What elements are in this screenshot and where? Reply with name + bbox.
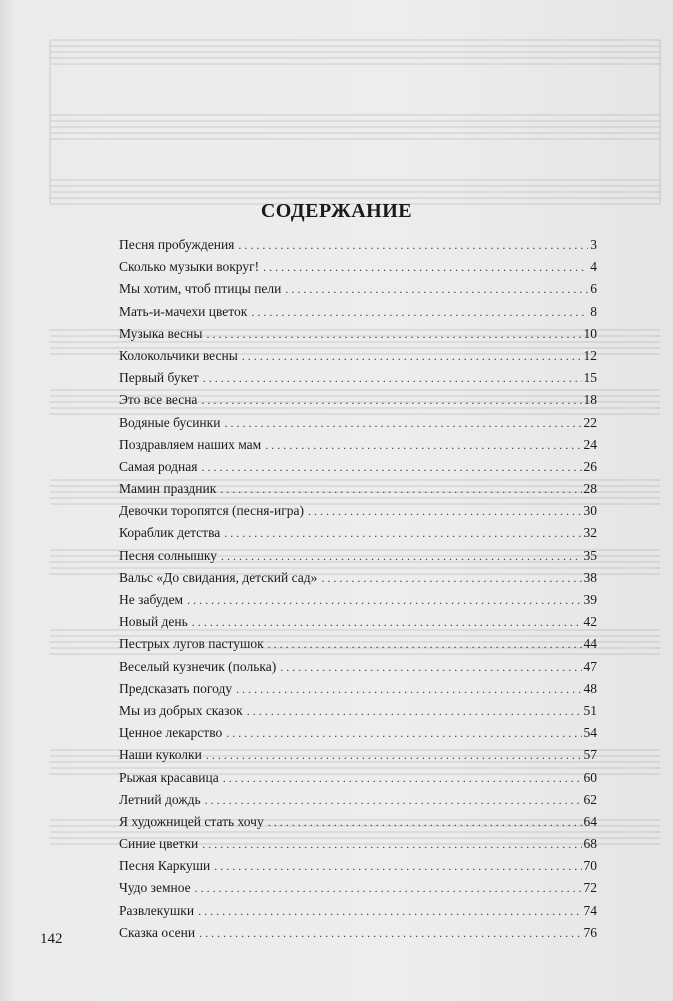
dot-leader — [206, 744, 582, 766]
toc-entry-title: Новый день — [119, 614, 188, 630]
dot-leader — [223, 767, 582, 789]
toc-entry-title: Песня пробуждения — [119, 237, 235, 252]
toc-entry-title: Колокольчики весны — [119, 347, 238, 363]
toc-entry-title: Предсказать погоду — [119, 680, 233, 696]
toc-entry — [119, 767, 597, 789]
toc-entry-title: Кораблик детства — [119, 525, 221, 541]
toc-entry-page: 76 — [583, 924, 597, 940]
toc-entry-title: Мы хотим, чтоб птицы пели — [119, 281, 282, 297]
dot-leader — [192, 611, 582, 633]
toc-entry — [119, 900, 597, 922]
dot-leader — [205, 789, 582, 811]
toc-entry — [119, 522, 597, 544]
toc-entry — [119, 833, 597, 855]
dot-leader — [247, 700, 582, 722]
toc-entry-title: Поздравляем наших мам — [119, 436, 262, 452]
dot-leader — [198, 900, 581, 922]
toc-entry-page: 4 — [590, 259, 597, 275]
dot-leader — [203, 367, 582, 389]
toc-entry-title: Девочки торопятся (песня-игра) — [119, 503, 305, 519]
toc-entry — [119, 301, 597, 323]
toc-entry-page: 68 — [583, 836, 597, 852]
toc-entry-page: 26 — [583, 458, 597, 474]
toc-entry-title: Мы из добрых сказок — [119, 702, 243, 718]
toc-entry-page: 24 — [583, 436, 597, 452]
toc-entry-page: 42 — [583, 614, 597, 630]
dot-leader — [220, 478, 581, 500]
toc-entry — [119, 545, 597, 567]
dot-leader — [265, 434, 581, 456]
dot-leader — [195, 877, 582, 899]
toc-entry-page: 39 — [583, 592, 597, 607]
dot-leader — [280, 656, 581, 678]
dot-leader — [226, 722, 581, 744]
toc-entry — [119, 345, 597, 367]
toc-entry-title: Синие цветки — [119, 836, 199, 852]
toc-entry-title: Летний дождь — [119, 791, 201, 807]
toc-entry — [119, 323, 597, 345]
toc-entry — [119, 877, 597, 899]
toc-entry-page: 48 — [583, 680, 597, 696]
dot-leader — [242, 345, 582, 367]
dot-leader — [221, 545, 582, 567]
toc-entry-title: Сказка осени — [119, 924, 196, 940]
dot-leader — [199, 922, 581, 944]
dot-leader — [268, 633, 582, 655]
toc-entry-page: 15 — [583, 370, 597, 386]
dot-leader — [285, 278, 588, 300]
toc-entry-page: 51 — [583, 702, 597, 718]
dot-leader — [308, 500, 581, 522]
dot-leader — [224, 522, 581, 544]
toc-entry — [119, 633, 597, 655]
toc-entry-page: 32 — [583, 525, 597, 541]
toc-entry-title: Наши куколки — [119, 747, 202, 763]
dot-leader — [236, 678, 581, 700]
toc-entry-page: 70 — [583, 858, 597, 874]
toc-entry-page: 64 — [583, 813, 597, 829]
toc-entry-page: 8 — [590, 303, 597, 319]
toc-entry-title: Песня Каркуши — [119, 858, 211, 874]
toc-entry — [119, 611, 597, 633]
toc-entry-title: Первый букет — [119, 370, 199, 386]
toc-entry-title: Музыка весны — [119, 325, 203, 341]
toc-entry — [119, 478, 597, 500]
dot-leader — [238, 234, 588, 256]
toc-entry-page: 38 — [583, 569, 597, 585]
dot-leader — [201, 456, 581, 478]
toc-entry-page: 10 — [583, 325, 597, 341]
toc-entry-page: 12 — [583, 347, 597, 363]
toc-entry-page: 72 — [583, 880, 597, 896]
toc-entry-title: Сколько музыки вокруг! — [119, 259, 260, 275]
toc-entry-page: 35 — [583, 547, 597, 563]
toc-entry — [119, 367, 597, 389]
toc-entry-page: 60 — [583, 769, 597, 785]
toc-entry — [119, 722, 597, 744]
toc-entry-page: 44 — [583, 636, 597, 652]
dot-leader — [214, 855, 581, 877]
toc-entry-title: Не забудем — [119, 592, 184, 607]
toc-entry — [119, 567, 597, 589]
dot-leader — [321, 567, 581, 589]
toc-entry-page: 28 — [583, 481, 597, 497]
toc-entry-title: Самая родная — [119, 458, 198, 474]
toc-entry-page: 22 — [583, 414, 597, 430]
toc-entry — [119, 500, 597, 522]
toc-entry-title: Песня солнышку — [119, 547, 217, 563]
toc-entry — [119, 744, 597, 766]
toc-entry-title: Веселый кузнечик (полька) — [119, 658, 277, 674]
toc-entry-title: Рыжая красавица — [119, 769, 219, 785]
toc-entry-page: 6 — [590, 281, 597, 297]
toc-entry-title: Мамин праздник — [119, 481, 217, 497]
dot-leader — [206, 323, 581, 345]
toc-entry — [119, 589, 597, 611]
toc-entry-page: 47 — [583, 658, 597, 674]
page-number: 142 — [40, 931, 63, 947]
toc-entry-title: Чудо земное — [119, 880, 191, 896]
toc-entry — [119, 656, 597, 678]
dot-leader — [187, 589, 581, 611]
toc-entry — [119, 256, 597, 278]
toc-entry-page: 54 — [583, 725, 597, 741]
toc-entry-title: Это все весна — [119, 392, 198, 408]
toc-entry-title: Вальс «До свидания, детский сад» — [119, 569, 318, 585]
toc-entry-title: Развлекушки — [119, 902, 195, 918]
toc-entry-page: 3 — [590, 237, 597, 252]
toc-entry-page: 30 — [583, 503, 597, 519]
toc-entry — [119, 434, 597, 456]
toc-list — [119, 234, 597, 944]
toc-entry — [119, 789, 597, 811]
dot-leader — [201, 389, 581, 411]
toc-entry-page: 57 — [583, 747, 597, 763]
toc-entry — [119, 389, 597, 411]
toc-entry-title: Я художницей стать хочу — [119, 813, 264, 829]
dot-leader — [263, 256, 588, 278]
toc-heading: СОДЕРЖАНИЕ — [260, 200, 413, 222]
toc-entry-title: Пестрых лугов пастушок — [119, 636, 264, 652]
toc-entry — [119, 855, 597, 877]
toc-entry-title: Ценное лекарство — [119, 725, 223, 741]
toc-entry — [119, 678, 597, 700]
toc-entry — [119, 412, 597, 434]
toc-entry-page: 62 — [583, 791, 597, 807]
toc-entry — [119, 700, 597, 722]
dot-leader — [268, 811, 582, 833]
toc-entry — [119, 456, 597, 478]
toc-entry — [119, 922, 597, 944]
dot-leader — [251, 301, 588, 323]
toc-entry — [119, 234, 597, 256]
toc-entry — [119, 811, 597, 833]
toc-entry-title: Мать-и-мачехи цветок — [119, 303, 248, 319]
toc-entry-page: 18 — [583, 392, 597, 408]
dot-leader — [224, 412, 581, 434]
toc-entry — [119, 278, 597, 300]
toc-entry-title: Водяные бусинки — [119, 414, 221, 430]
toc-entry-page: 74 — [583, 902, 597, 918]
dot-leader — [202, 833, 581, 855]
